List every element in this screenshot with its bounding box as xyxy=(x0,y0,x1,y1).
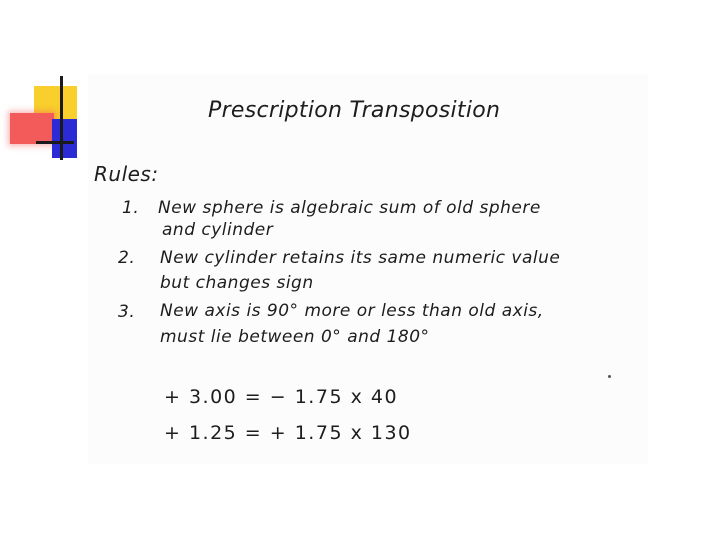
rule-text: New sphere is algebraic sum of old sphere xyxy=(158,198,541,218)
rule-text: New axis is 90° more or less than old axis, xyxy=(160,301,544,321)
speck-mark xyxy=(608,375,611,378)
rules-heading: Rules: xyxy=(94,162,159,186)
vertical-line-shape xyxy=(60,76,63,160)
corner-logo xyxy=(0,0,90,170)
rule-text: must lie between 0° and 180° xyxy=(160,327,430,347)
rule-number: 1. xyxy=(122,198,140,218)
blue-square-shape xyxy=(52,119,77,158)
example-equation: + 3.00 = − 1.75 x 40 xyxy=(164,386,399,408)
rule-text: but changes sign xyxy=(160,273,314,293)
horizontal-line-shape xyxy=(36,141,74,144)
page-title: Prescription Transposition xyxy=(208,98,501,123)
rule-text: and cylinder xyxy=(162,220,274,240)
rule-text: New cylinder retains its same numeric value xyxy=(160,248,561,268)
example-equation: + 1.25 = + 1.75 x 130 xyxy=(164,422,412,444)
handwritten-note xyxy=(88,74,648,464)
rule-number: 3. xyxy=(118,302,136,322)
red-square-shape xyxy=(10,113,54,144)
rule-number: 2. xyxy=(118,248,136,268)
